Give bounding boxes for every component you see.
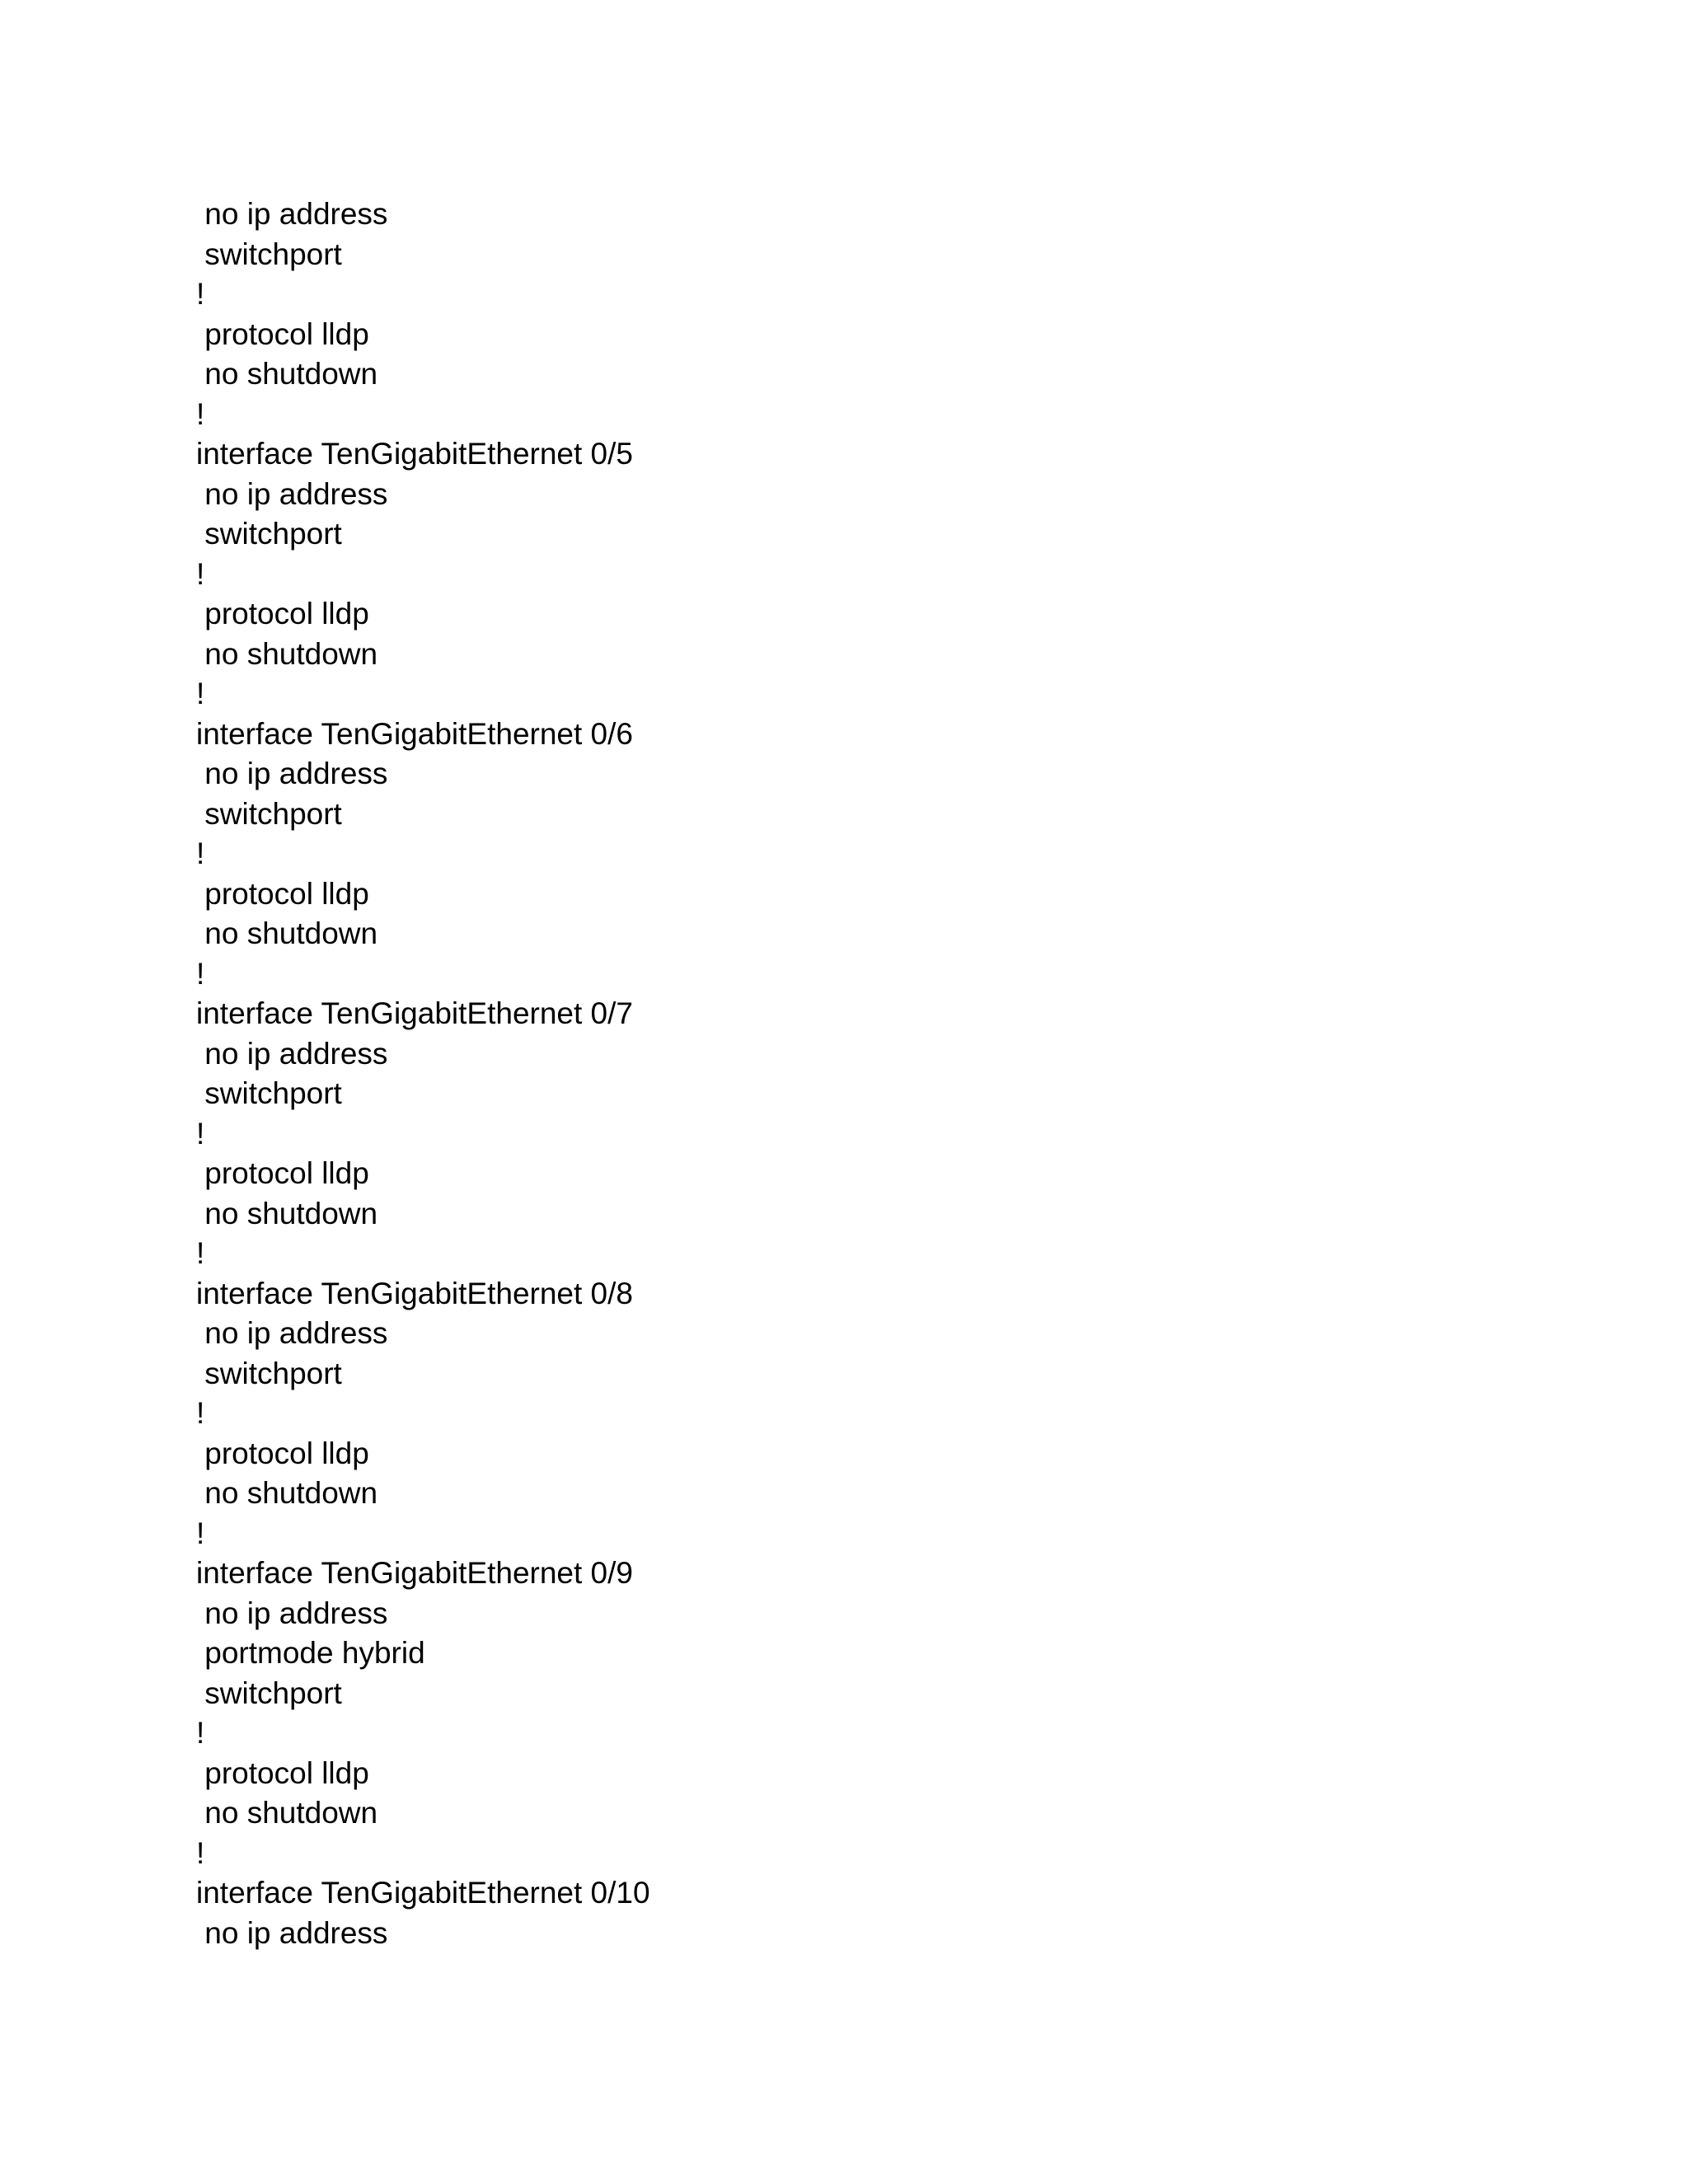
config-line: no shutdown bbox=[196, 1476, 378, 1510]
config-line: protocol lldp bbox=[196, 1156, 369, 1190]
config-line: no ip address bbox=[196, 1036, 388, 1071]
config-line: interface TenGigabitEthernet 0/5 bbox=[196, 437, 633, 471]
config-line: interface TenGigabitEthernet 0/7 bbox=[196, 996, 633, 1030]
config-line: ! bbox=[196, 1516, 205, 1550]
config-line: interface TenGigabitEthernet 0/9 bbox=[196, 1556, 633, 1590]
config-line: switchport bbox=[196, 1675, 342, 1710]
config-line: ! bbox=[196, 277, 205, 311]
config-line: protocol lldp bbox=[196, 1755, 369, 1790]
config-line: no shutdown bbox=[196, 636, 378, 671]
config-line: protocol lldp bbox=[196, 1436, 369, 1470]
config-line: switchport bbox=[196, 1356, 342, 1390]
config-line: ! bbox=[196, 837, 205, 870]
config-line: protocol lldp bbox=[196, 316, 369, 351]
config-line: ! bbox=[196, 956, 205, 991]
config-line: portmode hybrid bbox=[196, 1636, 425, 1670]
config-line: no ip address bbox=[196, 1596, 388, 1630]
config-line: switchport bbox=[196, 1076, 342, 1110]
config-line: ! bbox=[196, 1716, 205, 1750]
config-line: no ip address bbox=[196, 1316, 388, 1350]
config-line: switchport bbox=[196, 796, 342, 831]
config-line: interface TenGigabitEthernet 0/10 bbox=[196, 1876, 650, 1910]
config-line: no shutdown bbox=[196, 1196, 378, 1230]
config-line: no ip address bbox=[196, 757, 388, 790]
config-line: no shutdown bbox=[196, 357, 378, 391]
config-line: switchport bbox=[196, 517, 342, 551]
config-line: no shutdown bbox=[196, 916, 378, 950]
config-line: ! bbox=[196, 396, 205, 431]
config-line: no shutdown bbox=[196, 1796, 378, 1830]
config-line: switchport bbox=[196, 237, 342, 271]
config-line: ! bbox=[196, 1116, 205, 1151]
config-line: no ip address bbox=[196, 1915, 388, 1950]
config-line: interface TenGigabitEthernet 0/6 bbox=[196, 716, 633, 751]
config-line: ! bbox=[196, 1835, 205, 1870]
config-line: ! bbox=[196, 1236, 205, 1270]
config-line: protocol lldp bbox=[196, 597, 369, 630]
config-line: interface TenGigabitEthernet 0/8 bbox=[196, 1276, 633, 1310]
config-line: no ip address bbox=[196, 197, 388, 231]
config-line: no ip address bbox=[196, 476, 388, 511]
config-line: protocol lldp bbox=[196, 876, 369, 911]
config-line: ! bbox=[196, 556, 205, 591]
config-line: ! bbox=[196, 677, 205, 710]
config-text-block bbox=[196, 194, 650, 1953]
config-line: ! bbox=[196, 1396, 205, 1430]
